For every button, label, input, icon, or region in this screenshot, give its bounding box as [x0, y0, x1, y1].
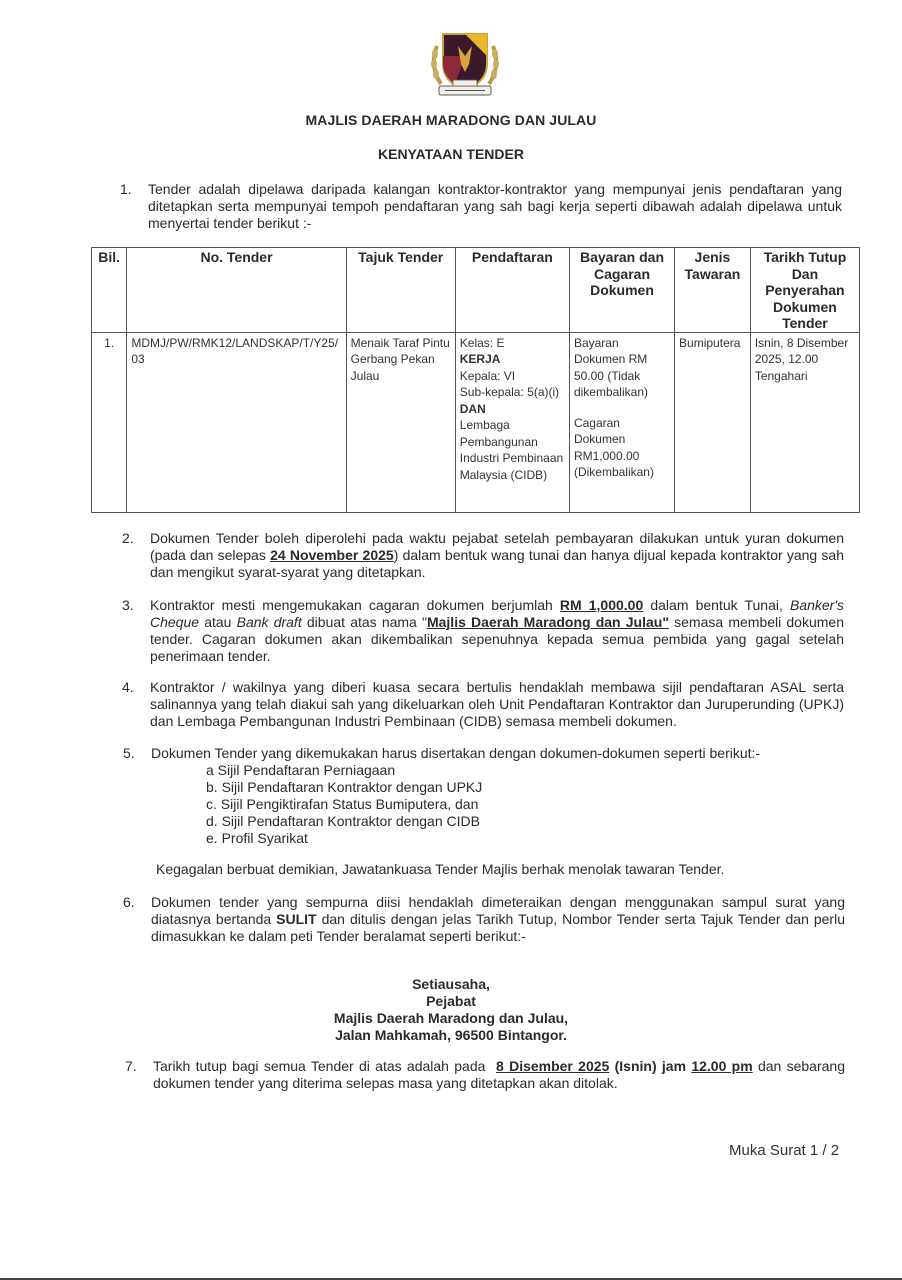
submission-address: [0, 976, 902, 1044]
tender-table: [91, 247, 860, 513]
address-line: Pejabat: [426, 993, 476, 1009]
cell-bayaran-cagaran: [569, 332, 674, 512]
document-title: KENYATAAN TENDER: [378, 146, 524, 162]
paragraph-1: [120, 181, 842, 232]
closing-day: (Isnin) jam: [609, 1058, 692, 1074]
list-item: a Sijil Pendaftaran Perniagaan: [206, 762, 396, 778]
paragraph-text: atau: [199, 614, 237, 630]
cell-tajuk-tender: Menaik Taraf Pintu Gerbang Pekan Julau: [346, 332, 455, 512]
closing-date: 8 Disember 2025: [496, 1058, 610, 1074]
paragraph-text: dan sebarang dokumen tender yang diterima selepas masa yang ditetapkan akan ditolak.: [153, 1058, 845, 1091]
paragraph-text: Tender adalah dipelawa daripada kalangan kontraktor-kontraktor yang mempunyai jenis pendaftaran yang ditetapkan serta mempunyai tempoh pendaftaran yang sah bagi kerja seperti dibawah adalah dipelawa untuk menyertai tender berikut :-: [148, 181, 842, 231]
list-item: e. Profil Syarikat: [206, 830, 308, 846]
kerja-label: KERJA: [459, 352, 501, 366]
paragraph-number: 6.: [123, 894, 135, 910]
cidb-registration: Lembaga Pembangunan Industri Pembinaan Malaysia (CIDB): [459, 418, 564, 482]
paragraph-number: 2.: [122, 530, 134, 546]
paragraph-7: [125, 1058, 845, 1092]
document-deposit: Cagaran Dokumen RM1,000.00 (Dikembalikan): [573, 415, 654, 479]
closing-time: 12.00 pm: [691, 1058, 753, 1074]
paragraph-number: 5.: [123, 745, 135, 761]
list-item: d. Sijil Pendaftaran Kontraktor dengan CIDB: [206, 813, 480, 829]
header-pendaftaran: Pendaftaran: [455, 248, 569, 333]
paragraph-6: [123, 894, 845, 945]
paragraph-number: 1.: [120, 181, 132, 197]
cell-pendaftaran: [455, 332, 569, 512]
header-bil: Bil.: [92, 248, 127, 333]
paragraph-text: Kontraktor mesti mengemukakan cagaran dokumen berjumlah: [150, 597, 560, 613]
address-line: Setiausaha,: [412, 976, 490, 992]
failure-note: Kegagalan berbuat demikian, Jawatankuasa Tender Majlis berhak menolak tawaran Tender.: [156, 861, 725, 877]
paragraph-text: Kontraktor / wakilnya yang diberi kuasa secara bertulis hendaklah membawa sijil pendaftaran ASAL serta salinannya yang telah diakui sah yang dikeluarkan oleh Unit Pendaftaran Kontraktor dan Juruperunding (UPKJ) dan Lembaga Pembangunan Industri Pembinaan (CIDB) semasa membeli dokumen.: [150, 679, 844, 729]
paragraph-text: dibuat atas nama ": [301, 614, 427, 630]
council-crest-icon: [425, 26, 505, 102]
list-item: b. Sijil Pendaftaran Kontraktor dengan UPKJ: [206, 779, 483, 795]
paragraph-5: [123, 745, 845, 847]
header-jenis-tawaran: Jenis Tawaran: [675, 248, 751, 333]
paragraph-number: 3.: [122, 597, 134, 613]
sub-kepala: Sub-kepala: 5(a)(i): [459, 385, 560, 399]
list-item: c. Sijil Pengiktirafan Status Bumiputera, dan: [206, 796, 479, 812]
paragraph-number: 4.: [122, 679, 134, 695]
cell-bil: 1.: [92, 332, 127, 512]
paragraph-text: dan ditulis dengan jelas Tarikh Tutup, Nombor Tender serta Tajuk Tender dan perlu dimasukkan ke dalam peti Tender beralamat seperti berikut:-: [151, 911, 845, 944]
header-bayaran-cagaran: Bayaran dan Cagaran Dokumen: [569, 248, 674, 333]
header-tajuk-tender: Tajuk Tender: [346, 248, 455, 333]
paragraph-number: 7.: [125, 1058, 137, 1074]
payment-method: Banker's Cheque: [150, 597, 844, 630]
sulit-label: SULIT: [276, 911, 317, 927]
table-header-row: [92, 248, 860, 333]
payee-name: Majlis Daerah Maradong dan Julau": [426, 614, 669, 630]
paragraph-3: [122, 597, 844, 665]
paragraph-text: ) dalam bentuk wang tunai dan hanya dijual kepada kontraktor yang sah dan mengikut syarat-syarat yang ditetapkan.: [150, 547, 844, 580]
payment-method: Bank draft: [236, 614, 302, 630]
paragraph-text: Dokumen Tender yang dikemukakan harus disertakan dengan dokumen-dokumen seperti berikut:-: [151, 745, 761, 761]
paragraph-2: [122, 530, 844, 581]
deposit-amount: RM 1,000.00: [559, 597, 644, 613]
page-number: Muka Surat 1 / 2: [729, 1142, 840, 1159]
header-tarikh-tutup: Tarikh Tutup Dan Penyerahan Dokumen Tender: [750, 248, 859, 333]
kelas: Kelas: E: [459, 335, 505, 350]
organization-name: MAJLIS DAERAH MARADONG DAN JULAU: [305, 112, 597, 128]
paragraph-4: [122, 679, 844, 730]
sale-start-date: 24 November 2025: [270, 547, 394, 563]
address-line: Jalan Mahkamah, 96500 Bintangor.: [335, 1027, 567, 1043]
document-fee: Bayaran Dokumen RM 50.00 (Tidak dikembalikan): [573, 335, 648, 399]
paragraph-text: dalam bentuk Tunai,: [643, 597, 790, 613]
header-no-tender: No. Tender: [127, 248, 346, 333]
cell-no-tender: MDMJ/PW/RMK12/LANDSKAP/T/Y25/ 03: [127, 332, 346, 512]
paragraph-text: semasa membeli dokumen tender. Cagaran dokumen akan dikembalikan sepenuhnya kepada semua pembida yang gagal setelah penerimaan tender.: [150, 614, 844, 664]
paragraph-text: Dokumen Tender boleh diperolehi pada waktu pejabat setelah pembayaran dilakukan untuk yuran dokumen (pada dan selepas: [150, 530, 844, 563]
cell-jenis-tawaran: Bumiputera: [675, 332, 751, 512]
address-line: Majlis Daerah Maradong dan Julau,: [333, 1010, 569, 1026]
paragraph-text: Dokumen tender yang sempurna diisi hendaklah dimeteraikan dengan menggunakan sampul surat yang diatasnya bertanda: [151, 894, 845, 927]
required-documents-list: [151, 762, 845, 847]
paragraph-text: Tarikh tutup bagi semua Tender di atas adalah pada: [153, 1058, 496, 1074]
dan-label: DAN: [459, 401, 486, 416]
cell-tarikh-tutup: Isnin, 8 Disember 2025, 12.00 Tengahari: [750, 332, 859, 512]
table-row: [92, 332, 860, 512]
kepala: Kepala: VI: [459, 368, 516, 383]
